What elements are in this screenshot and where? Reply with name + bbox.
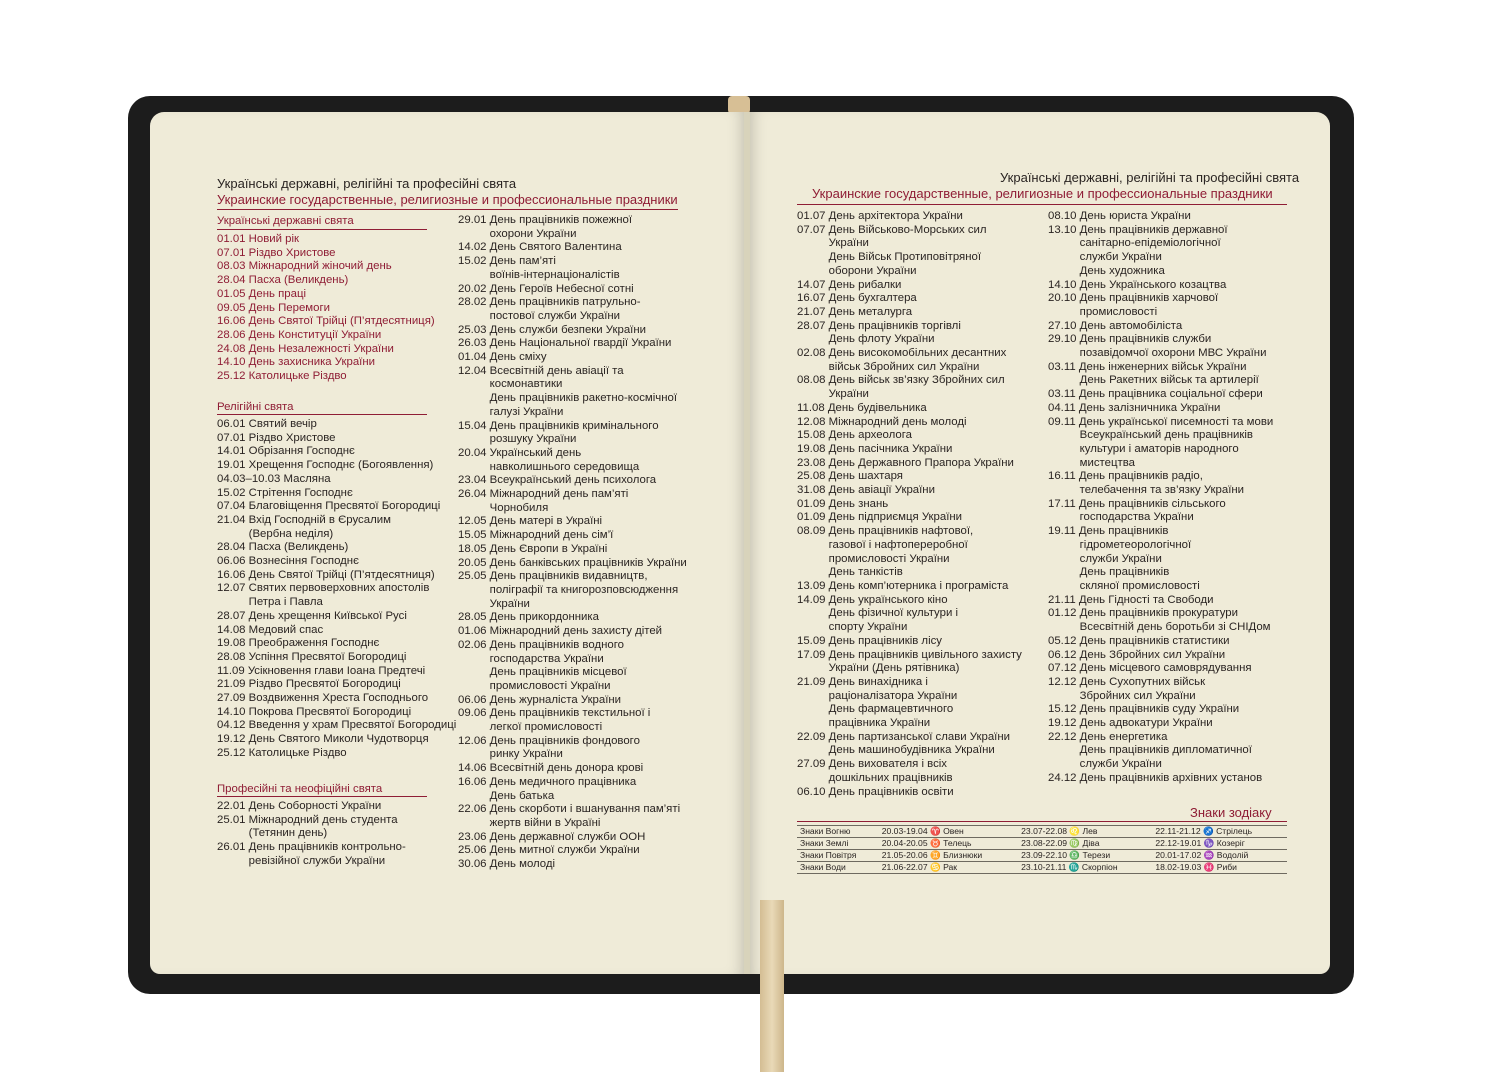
list-item: 08.10 День юриста України [1048,210,1191,222]
list-item: День художника [1048,264,1165,277]
list-item: господарства України [1048,511,1194,524]
list-item: навколишнього середовища [458,460,640,473]
list-item: Петра і Павла [217,596,323,609]
list-item: 14.10 День захисника України [217,356,376,369]
list-item: 15.08 День археолога [797,429,912,442]
list-item: 04.03–10.03 Масляна [217,472,331,485]
list-item: 25.08 День шахтаря [797,470,903,483]
list-item: 11.08 День будівельника [797,401,927,414]
list-item: 01.04 День сміху [458,351,547,364]
left-second-column [458,214,687,872]
list-item: День батька [458,789,555,802]
list-item: 05.12 День працівників статистики [1048,634,1230,647]
list-item: оборони України [797,264,917,277]
list-item: 27.09 День вихователя і всіх [797,758,947,771]
professional-holidays-list [217,800,406,869]
list-item: служби України [1048,552,1162,565]
zodiac-cell: 21.06-22.07 ♋ Рак [879,862,1018,874]
list-item: 20.10 День працівників харчової [1048,292,1219,305]
list-item: 21.09 День винахідника і [797,675,928,688]
list-item: 06.06 День журналіста України [458,693,622,706]
list-item: України (День рятівника) [797,662,960,675]
list-item: 18.05 День Європи в Україні [458,542,608,555]
list-item: 12.05 День матері в Україні [458,515,603,528]
list-item: 17.11 День працівників сільського [1048,497,1226,510]
list-item: 13.09 День комп’ютерника і програміста [797,579,1009,592]
list-item: промисловості України [458,679,611,692]
list-item: 12.06 День працівників фондового [458,734,640,747]
list-item: 09.06 День працівників текстильної і [458,707,651,720]
zodiac-cell: 20.03-19.04 ♈ Овен [879,826,1018,838]
list-item: позавідомчої охорони МВС України [1048,347,1267,360]
list-item: 20.02 День Героїв Небесної сотні [458,282,634,295]
list-item: 28.07 День хрещення Київської Русі [217,609,407,622]
list-item: 01.12 День працівників прокуратури [1048,607,1238,620]
list-item: телебачення та зв’язку України [1048,484,1245,497]
list-item: постової служби України [458,309,621,322]
list-item: 25.12 Католицьке Різдво [217,370,347,383]
zodiac-cell: 23.10-21.11 ♏ Скорпіон [1018,862,1152,874]
list-item: 30.06 День молоді [458,858,556,871]
zodiac-row [797,862,1287,874]
list-item: жертв війни в Україні [458,816,601,829]
list-item: 02.06 День працівників водного [458,638,624,651]
list-item: 12.12 День Сухопутних військ [1048,675,1206,688]
list-item: 17.09 День працівників цивільного захисту [797,648,1022,661]
list-item: День фізичної культури і [797,607,959,620]
list-item: 21.07 День металурга [797,305,913,318]
list-item: ринку України [458,748,563,761]
list-item: День працівників місцевої [458,666,627,679]
list-item: 07.07 День Військово-Морських сил [797,223,987,236]
list-item: 22.09 День партизанської слави України [797,730,1010,743]
list-item: 14.09 День українського кіно [797,593,948,606]
list-item: 28.08 Успіння Пресвятої Богородиці [217,650,407,663]
list-item: 12.04 Всесвітній день авіації та [458,364,624,377]
zodiac-cell: Знаки Повітря [797,850,879,862]
list-item: 19.11 День працівників [1048,525,1169,538]
list-item: 19.01 Хрещення Господнє (Богоявлення) [217,459,434,472]
list-item: 08.08 День військ зв’язку Збройних сил [797,374,1005,387]
list-item: 22.01 День Соборності України [217,800,382,812]
list-item: Всеукраїнський день працівників [1048,429,1253,442]
list-item: 03.11 День працівника соціальної сфери [1048,388,1263,401]
list-item: 28.04 Пасха (Великдень) [217,274,349,287]
list-item: 15.09 День працівників лісу [797,634,943,647]
list-item: День танкістів [797,566,903,579]
list-item: розшуку України [458,433,577,446]
list-item: 19.08 День пасічника України [797,442,953,455]
list-item: 25.01 Міжнародний день студента [217,813,398,826]
list-item: 28.02 День працівників патрульно- [458,296,641,309]
list-item: України [797,237,869,250]
zodiac-table [797,825,1287,874]
list-item: 27.10 День автомобіліста [1048,319,1183,332]
list-item: 15.04 День працівників кримінального [458,419,659,432]
list-item: 26.04 Міжнародний день пам’яті [458,488,629,501]
state-holidays-list [217,233,435,384]
right-first-column [797,210,1022,799]
zodiac-cell: 23.08-22.09 ♍ Діва [1018,838,1152,850]
list-item: 14.10 Покрова Пресвятої Богородиці [217,705,412,718]
list-item: 24.08 День Незалежності України [217,342,394,355]
list-item: 16.06 День Святої Трійці (П’ятдесятниця) [217,568,435,581]
list-item: легкої промисловості [458,721,603,734]
list-item: України [797,388,869,401]
list-item: дошкільних працівників [797,771,953,784]
list-item: День працівників дипломатичної [1048,744,1252,757]
list-item: 25.06 День митної служби України [458,844,640,857]
list-item: 14.07 День рибалки [797,278,902,291]
zodiac-title: Знаки зодіаку [1190,805,1272,820]
list-item: 23.04 Всеукраїнський день психолога [458,474,657,487]
zodiac-cell: Знаки Землі [797,838,879,850]
list-item: 14.02 День Святого Валентина [458,241,622,254]
zodiac-cell: 22.11-21.12 ♐ Стрілець [1152,826,1287,838]
list-item: працівника України [797,717,931,730]
list-item: 27.09 Воздвиження Хреста Господнього [217,692,429,705]
list-item: воїнів-інтернаціоналістів [458,268,620,281]
list-item: 01.05 День праці [217,287,307,300]
ribbon-bookmark [760,900,784,1072]
list-item: скляної промисловості [1048,579,1200,592]
zodiac-cell: Знаки Води [797,862,879,874]
list-item: 06.12 День Збройних сил України [1048,648,1226,661]
list-item: 29.01 День працівників пожежної [458,214,633,226]
list-item: 12.07 Святих первоверховних апостолів [217,582,430,595]
list-item: поліграфії та книгорозповсюдження [458,583,679,596]
list-item: 15.02 День пам’яті [458,255,556,268]
list-item: 31.08 День авіації України [797,484,935,497]
list-item: служби України [1048,251,1162,264]
list-item: 04.12 Введення у храм Пресвятої Богородиці [217,719,457,732]
list-item: 16.06 День Святої Трійці (П’ятдесятниця) [217,315,435,328]
list-item: 28.07 День працівників торгівлі [797,319,961,332]
list-item: 16.06 День медичного працівника [458,775,637,788]
zodiac-cell: 22.12-19.01 ♑ Козеріг [1152,838,1287,850]
zodiac-cell: Знаки Вогню [797,826,879,838]
list-item: 03.11 День інженерних військ України [1048,360,1247,373]
list-item: 09.11 День української писемності та мови [1048,415,1274,428]
list-item: 23.06 День державної служби ООН [458,830,646,843]
list-item: 01.01 Новий рік [217,233,300,245]
list-item: 28.05 День прикордонника [458,611,599,624]
left-header-rule [217,209,678,210]
left-header-ukr: Українські державні, релігійні та професійні свята [217,176,517,191]
list-item: День Ракетних військ та артилерії [1048,374,1259,387]
right-second-column [1048,210,1273,786]
list-item: раціоналізатора України [797,689,958,702]
list-item: День Військ Протиповітряної [797,251,982,264]
list-item: 01.06 Міжнародний день захисту дітей [458,625,663,638]
list-item: 16.11 День працівників радіо, [1048,470,1203,483]
list-item: День фармацевтичного [797,703,954,716]
list-item: (Вербна неділя) [217,527,334,540]
list-item: охорони України [458,227,577,240]
list-item: 24.12 День працівників архівних установ [1048,771,1263,784]
page-gutter [744,112,750,974]
zodiac-cell: 20.04-20.05 ♉ Телець [879,838,1018,850]
state-title-rule [217,229,427,230]
list-item: господарства України [458,652,604,665]
list-item: 13.10 День працівників державної [1048,223,1228,236]
zodiac-cell: 18.02-19.03 ♓ Риби [1152,862,1287,874]
list-item: 15.05 Міжнародний день сім’ї [458,529,614,542]
list-item: 16.07 День бухгалтера [797,292,917,305]
list-item: космонавтики [458,378,563,391]
list-item: День працівників [1048,566,1170,579]
zodiac-title-rule [797,821,1287,822]
list-item: 20.05 День банківських працівників України [458,556,687,569]
list-item: (Тетянин день) [217,827,328,840]
list-item: Чорнобиля [458,501,549,514]
list-item: 01.07 День архітектора України [797,210,963,222]
list-item: санітарно-епідеміологічної [1048,237,1221,250]
list-item: 07.01 Різдво Христове [217,431,336,444]
list-item: 21.11 День Гідності та Свободи [1048,593,1214,606]
list-item: 23.08 День Державного Прапора України [797,456,1014,469]
list-item: 29.10 День працівників служби [1048,333,1212,346]
list-item: Всесвітній день боротьби зі СНІДом [1048,621,1271,634]
list-item: 07.12 День місцевого самоврядування [1048,662,1252,675]
zodiac-row [797,838,1287,850]
zodiac-cell: 23.09-22.10 ♎ Терези [1018,850,1152,862]
zodiac-row [797,826,1287,838]
professional-holidays-title: Професійні та неофіційні свята [217,783,383,795]
religious-holidays-title: Релігійні свята [217,401,294,413]
list-item: України [458,597,530,610]
list-item: 26.01 День працівників контрольно- [217,841,406,854]
zodiac-cell: 23.07-22.08 ♌ Лев [1018,826,1152,838]
list-item: 01.09 День знань [797,497,889,510]
list-item: спорту України [797,621,908,634]
list-item: 14.08 Медовий спас [217,623,324,636]
list-item: 21.04 Вхід Господній в Єрусалим [217,513,391,526]
list-item: 06.10 День працівників освіти [797,785,954,798]
list-item: служби України [1048,758,1162,771]
list-item: 06.06 Вознесіння Господнє [217,555,359,568]
list-item: 26.03 День Національної гвардії України [458,337,672,350]
zodiac-cell: 20.01-17.02 ♒ Водолій [1152,850,1287,862]
religious-title-rule [217,414,427,415]
religious-holidays-list [217,418,456,761]
list-item: 14.01 Обрізання Господнє [217,445,355,458]
list-item: 11.09 Усікновення глави Іоана Предтечі [217,664,426,677]
list-item: 14.10 День Українського козацтва [1048,278,1227,291]
list-item: Збройних сил України [1048,689,1196,702]
list-item: 09.05 День Перемоги [217,301,330,314]
professional-title-rule [217,796,427,797]
list-item: 08.03 Міжнародний жіночий день [217,260,392,273]
list-item: 01.09 День підприємця України [797,511,963,524]
list-item: газової і нафтопереробної [797,538,968,551]
list-item: промисловості [1048,305,1158,318]
zodiac-row [797,850,1287,862]
list-item: ревізійної служби України [217,854,386,867]
list-item: 02.08 День високомобільних десантних [797,347,1007,360]
list-item: 07.01 Різдво Христове [217,246,336,259]
list-item: 25.03 День служби безпеки України [458,323,646,336]
list-item: 28.04 Пасха (Великдень) [217,541,349,554]
list-item: галузі України [458,405,564,418]
right-header-rule [797,204,1287,205]
list-item: День працівників ракетно-космічної [458,392,678,405]
list-item: 06.01 Святий вечір [217,418,317,430]
list-item: 25.05 День працівників видавництв, [458,570,648,583]
right-header-rus: Украинские государственные, религиозные и профессиональные праздники [812,186,1273,201]
list-item: 21.09 Різдво Пресвятої Богородиці [217,678,401,691]
list-item: 22.06 День скорботи і вшанування пам’яті [458,803,681,816]
list-item: 07.04 Благовіщення Пресвятої Богородиці [217,500,441,513]
list-item: 22.12 День енергетика [1048,730,1168,743]
list-item: 12.08 Міжнародний день молоді [797,415,967,428]
list-item: 20.04 Український день [458,446,582,459]
list-item: гідрометеорологічної [1048,538,1192,551]
list-item: 04.11 День залізничника України [1048,401,1221,414]
list-item: 19.08 Преображення Господнє [217,637,380,650]
list-item: 14.06 Всесвітній день донора крові [458,762,644,775]
list-item: День машинобудівника України [797,744,995,757]
list-item: 08.09 День працівників нафтової, [797,525,974,538]
list-item: День флоту України [797,333,935,346]
list-item: промисловості України [797,552,950,565]
right-header-ukr: Українські державні, релігійні та професійні свята [1000,170,1300,185]
left-header-rus: Украинские государственные, религиозные и профессиональные праздники [217,192,678,207]
list-item: 28.06 День Конституції України [217,328,382,341]
state-holidays-title: Українські державні свята [217,215,354,227]
list-item: 19.12 День Святого Миколи Чудотворця [217,733,429,746]
list-item: 15.12 День працівників суду України [1048,703,1240,716]
list-item: мистецтва [1048,456,1135,469]
list-item: 19.12 День адвокатури України [1048,717,1213,730]
list-item: 15.02 Стрітення Господнє [217,486,353,499]
list-item: 25.12 Католицьке Різдво [217,746,347,759]
zodiac-cell: 21.05-20.06 ♊ Близнюки [879,850,1018,862]
list-item: культури і аматорів народного [1048,442,1239,455]
list-item: військ Збройних сил України [797,360,980,373]
